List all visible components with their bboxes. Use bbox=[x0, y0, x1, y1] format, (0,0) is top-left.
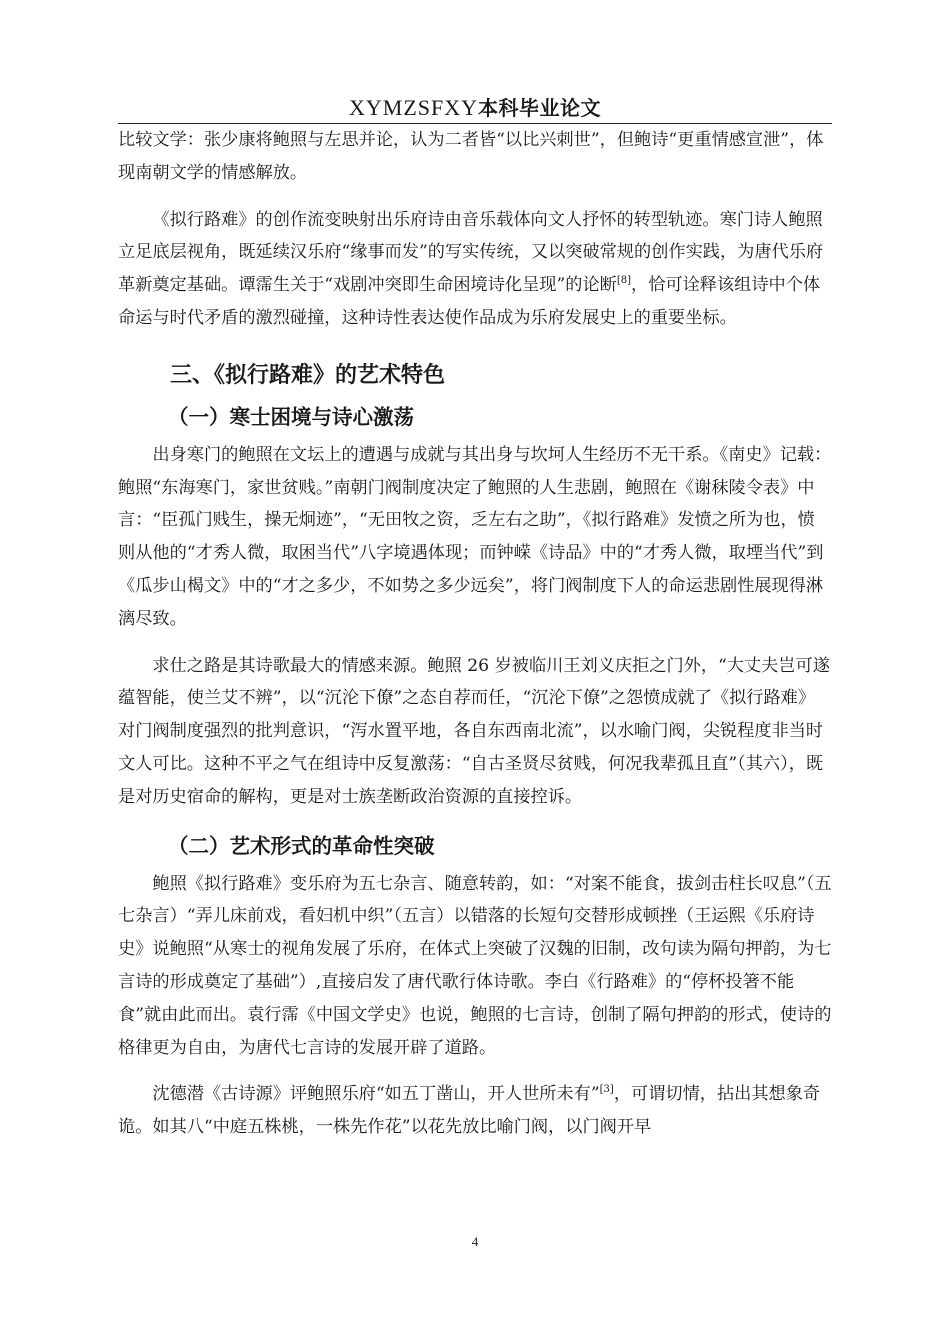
page-header bbox=[118, 96, 832, 120]
paragraph-evolution bbox=[118, 204, 832, 335]
header-code: XYMZSFXY bbox=[348, 95, 479, 120]
paragraph-shen-deqian bbox=[118, 1078, 832, 1144]
paragraph-poor-scholar: 出身寒门的鲍照在文坛上的遭遇与成就与其出身与坎坷人生经历不无干系。《南史》记载：鲍照“东海寒门，家世贫贱。”南朝门阀制度决定了鲍照的人生悲剧，鲍照在《谢秣陵令表》中言：“臣孤门贱生，操无炯迹”，“无田牧之资，乏左右之助”，《拟行路难》发愤之所为也，愤则从他的“才秀人微，取困当代”八字境遇体现；而钟嵘《诗品》中的“才秀人微，取堙当代”到《瓜步山楬文》中的“才之多少，不如势之多少远矣”，将门阀制度下人的命运悲剧性展现得淋漓尽致。 bbox=[118, 444, 832, 629]
paragraph-evolution-text-a: 《拟行路难》的创作流变映射出乐府诗由音乐载体向文人抒怀的转型轨迹。寒门诗人鲍照立足底层视角，既延续汉乐府“缘事而发”的写实传统，又以突破常规的创作实践，为唐代乐府革新奠定基础。谭霈生关于“戏剧冲突即生命困境诗化呈现”的论断 bbox=[118, 209, 824, 296]
citation-8: [8] bbox=[616, 275, 631, 287]
subsection-heading-1: （一）寒士困境与诗心激荡 bbox=[168, 404, 414, 429]
paragraph-comparative-literature: 比较文学：张少康将鲍照与左思并论，认为二者皆“以比兴刺世”，但鲍诗“更重情感宣泄”，体现南朝文学的情感解放。 bbox=[118, 130, 824, 183]
paragraph-shen-deqian-text-a: 沈德潜《古诗源》评鲍照乐府“如五丁凿山，开人世所未有” bbox=[152, 1084, 600, 1105]
citation-3: [3] bbox=[599, 1084, 614, 1096]
section-heading-3: 三、《拟行路难》的艺术特色 bbox=[170, 362, 446, 388]
paragraph-shen-deqian-text-b: ，可谓切情，拈出其想象奇诡。如其八“中庭五株桃，一株先作花”以花先放比喻门阀，以门阀开早 bbox=[118, 1084, 821, 1138]
paragraph-evolution-text-b: ，恰可诠释该组诗中个体命运与时代矛盾的激烈碰撞，这种诗性表达使作品成为乐府发展史上的重要坐标。 bbox=[118, 275, 821, 328]
header-title: 本科毕业论文 bbox=[478, 96, 602, 120]
paragraph-form-breakthrough: 鲍照《拟行路难》变乐府为五七杂言、随意转韵，如：“对案不能食，拔剑击柱长叹息”（五七杂言）“弄儿床前戏，看妇机中织”（五言）以错落的长短句交替形成顿挫（王运熙《乐府诗史》说鲍照“从寒士的视角发展了乐府，在体式上突破了汉魏的旧制，改句读为隔句押韵，为七言诗的形成奠定了基础”）,直接启发了唐代歌行体诗歌。李白《行路难》的“停杯投箸不能食”就由此而出。袁行霈《中国文学史》也说，鲍照的七言诗，创制了隔句押韵的形式，使诗的格律更为自由，为唐代七言诗的发展开辟了道路。 bbox=[118, 873, 832, 1058]
page-number: 4 bbox=[471, 1234, 479, 1249]
paragraph-career-path: 求仕之路是其诗歌最大的情感来源。鲍照 26 岁被临川王刘义庆拒之门外，“大丈夫岂可遂蕴智能，使兰艾不辨”，以“沉沦下僚”之态自荐而任，“沉沦下僚”之怨愤成就了《拟行路难》对门阀制度强烈的批判意识，“泻水置平地，各自东西南北流”，以水喻门阀，尖锐程度非当时文人可比。这种不平之气在组诗中反复激荡：“自古圣贤尽贫贱，何况我辈孤且直”（其六），既是对历史宿命的解构，更是对士族垄断政治资源的直接控诉。 bbox=[118, 655, 830, 807]
subsection-heading-2: （二）艺术形式的革命性突破 bbox=[168, 833, 435, 858]
document-body bbox=[118, 124, 832, 1144]
